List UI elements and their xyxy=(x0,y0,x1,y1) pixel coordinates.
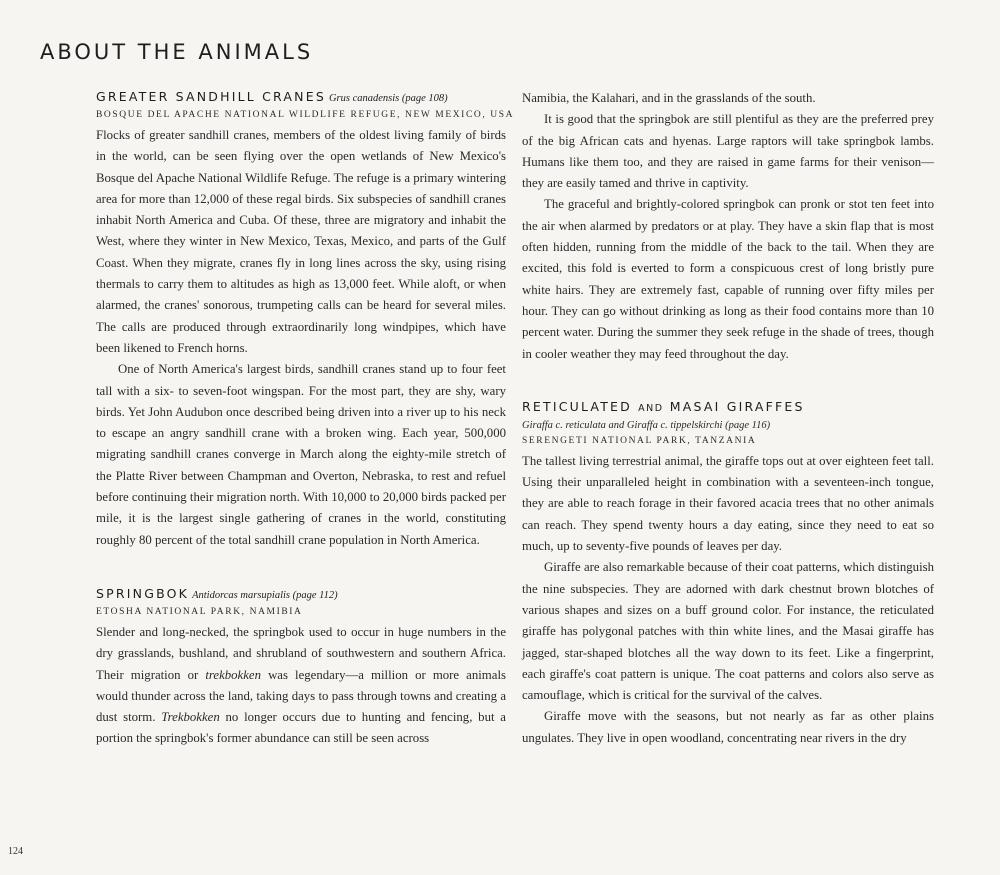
paragraph: The tallest living terrestrial animal, the giraffe tops out at over eighteen feet tall. Using their unparalleled height in combination with a seventeen-inch tongue, they are able to reach forage in their favored acacia trees that no other animals can reach. They spend twenty hours a day eating, since they need to eat so much, up to seventy-five pounds of leaves per day. xyxy=(522,453,934,554)
heading-text: GREATER SANDHILL CRANES xyxy=(96,89,326,104)
heading-text: MASAI GIRAFFES xyxy=(669,398,805,414)
paragraph: Slender and long-necked, the springbok used to occur in huge numbers in the dry grasslands, bushland, and shrubland of southwestern and southern Africa. Their migration or trekbokken was legendary—a million or more animals would thunder across the land, taking days to pass through towns and creating a dust storm. Trekbokken no longer occurs due to hunting and fencing, but a portion the springbok's former abundance can still be seen across xyxy=(96,624,506,746)
page-title: ABOUT THE ANIMALS xyxy=(40,40,314,64)
paragraph: Giraffe move with the seasons, but not nearly as far as other plains ungulates. They live in open woodland, concentrating near rivers in the dry xyxy=(522,709,934,745)
section-giraffes xyxy=(522,398,934,749)
paragraph: Flocks of greater sandhill cranes, members of the oldest living family of birds in the world, can be seen flying over the open wetlands of New Mexico's Bosque del Apache National Wildlife Refuge. The refuge is a primary wintering area for more than 12,000 of these regal birds. Six subspecies of sandhill cranes inhabit North America and Cuba. Of these, three are migratory and inhabit the West, where they winter in New Mexico, Texas, Mexico, and parts of the Gulf Coast. When they migrate, cranes fly in long lines across the sky, using rising thermals to carry them to altitudes as high as 13,000 feet. While aloft, or when alarmed, the cranes' sonorous, trumpeting calls can be heard for several miles. The calls are produced through extraordinarily long windpipes, which have been likened to French horns. xyxy=(96,128,506,355)
section-heading xyxy=(522,398,934,418)
latin-name: Giraffa c. reticulata and Giraffa c. tippelskirchi (page 116) xyxy=(522,419,771,431)
heading-conjunction: AND xyxy=(638,402,664,414)
left-column xyxy=(96,88,515,750)
emphasis-term: Trekbokken xyxy=(161,710,220,725)
latin-name: Grus canadensis (page 108) xyxy=(328,93,448,104)
paragraph: Giraffe are also remarkable because of their coat patterns, which distinguish the nine subspecies. They are adorned with dark chestnut brown blotches of various shapes and sizes on a buff ground color. For instance, the reticulated giraffe has polygonal patches with thin white lines, and the Masai giraffe has jagged, star-shaped blotches all the way down to its feet. Like a fingerprint, each giraffe's coat pattern is unique. The coat patterns and colors also serve as camouflage, which is critical for the survival of the calves. xyxy=(522,560,934,703)
location-line: ETOSHA NATIONAL PARK, NAMIBIA xyxy=(96,606,303,617)
latin-name: Antidorcas marsupialis (page 112) xyxy=(192,589,338,601)
section-springbok xyxy=(96,585,506,750)
heading-text: SPRINGBOK xyxy=(96,585,190,601)
paragraph: Namibia, the Kalahari, and in the grasslands of the south. xyxy=(522,91,816,105)
paragraph: It is good that the springbok are still plentiful as they are the preferred prey of the big African cats and hyenas. Large raptors will take springbok lambs. Humans like them too, and they are raised in game farms for their venison—they are easily tamed and thrive in captivity. xyxy=(522,112,934,191)
section-heading xyxy=(96,585,506,605)
heading-text: RETICULATED xyxy=(522,398,632,414)
section-springbok-continued xyxy=(522,88,934,365)
page-number: 124 xyxy=(8,846,23,857)
location-line: SERENGETI NATIONAL PARK, TANZANIA xyxy=(522,435,757,446)
location-line: BOSQUE DEL APACHE NATIONAL WILDLIFE REFUGE, NEW MEXICO, USA xyxy=(96,110,515,120)
right-column xyxy=(522,88,934,749)
emphasis-term: trekbokken xyxy=(205,667,261,682)
paragraph: One of North America's largest birds, sandhill cranes stand up to four feet tall with a six- to seven-foot wingspan. For the most part, they are shy, wary birds. Yet John Audubon once described being driven into a river up to his neck to escape an angry sandhill crane with a broken wing. Each year, 500,000 migrating sandhill cranes converge in March along the eighty-mile stretch of the Platte River between Champman and Overton, Nebraska, to rest and refuel before continuing their migration north. With 10,000 to 20,000 birds packed per mile, it is the largest single gathering of cranes in the world, constituting roughly 80 percent of the total sandhill crane population in North America. xyxy=(96,362,506,547)
paragraph: The graceful and brightly-colored springbok can pronk or stot ten feet into the air when alarmed by predators or at play. They have a skin flap that is most often hidden, running from the middle of the back to the tail. When they are excited, this fold is everted to form a conspicuous crest of long bristly pure white hairs. They are extremely fast, capable of running over fifty miles per hour. They can go without drinking as long as their food contains more than 10 percent water. During the summer they seek refuge in the shade of trees, though in cooler weather they may feed throughout the day. xyxy=(522,197,934,361)
section-heading xyxy=(96,88,506,108)
section-sandhill-cranes xyxy=(96,88,515,551)
